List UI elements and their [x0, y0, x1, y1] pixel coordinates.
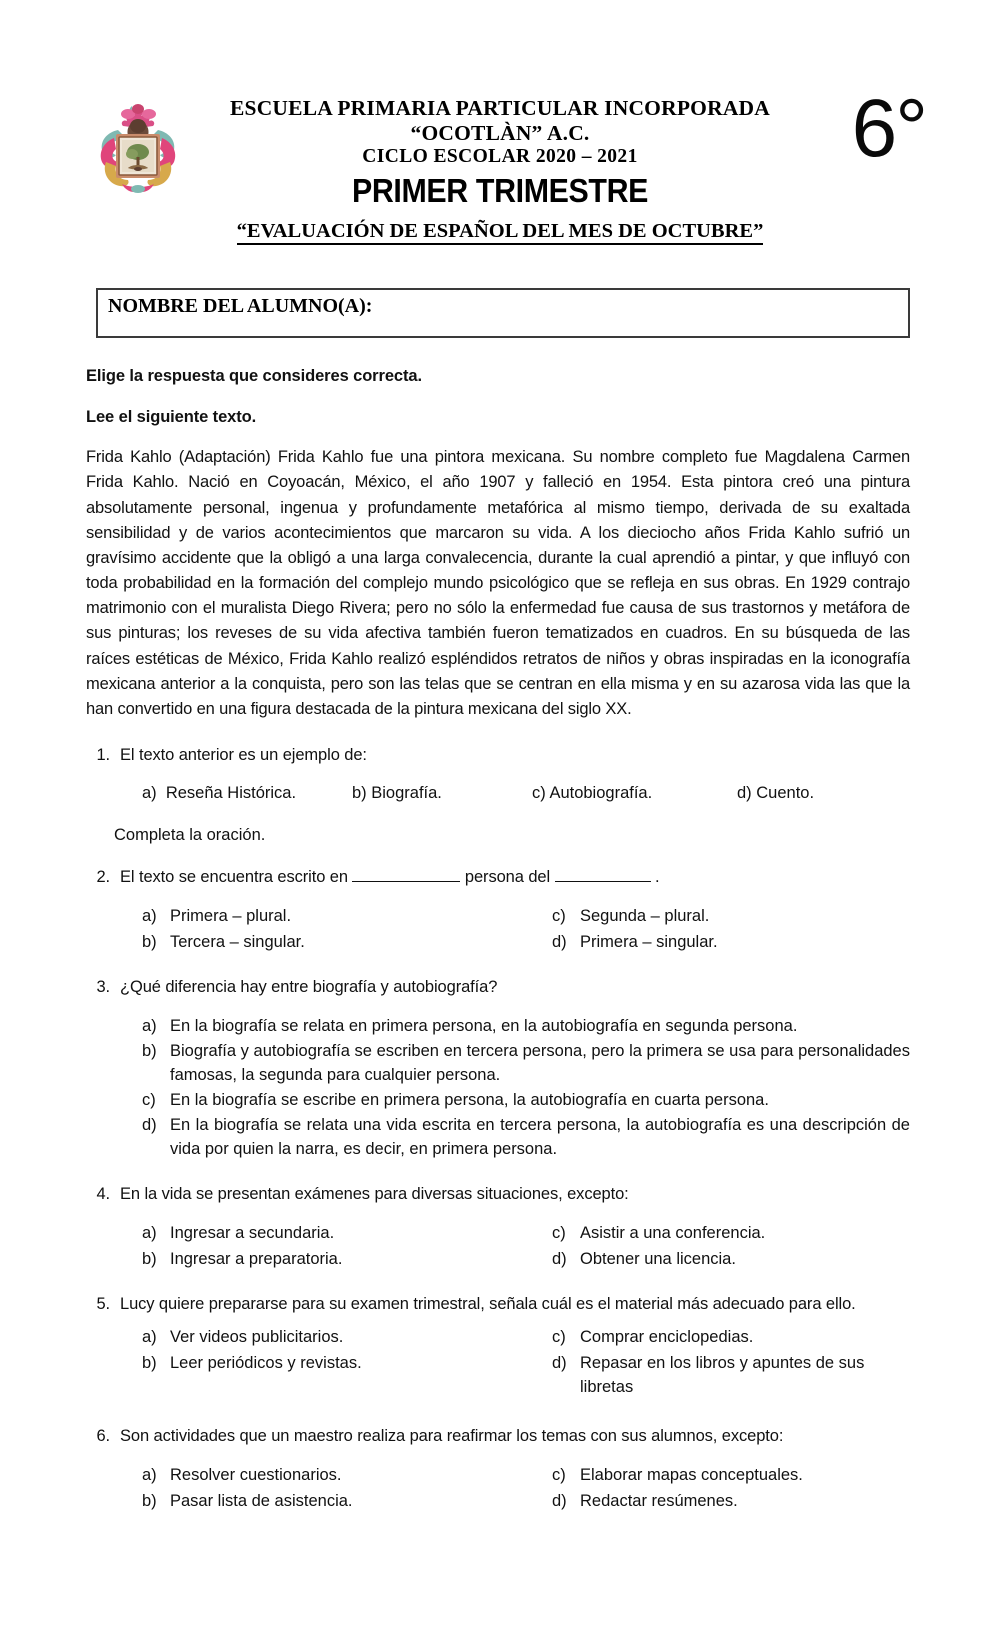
- question-4-option-c[interactable]: [552, 1221, 910, 1245]
- question-6-stem: [86, 1425, 910, 1449]
- question-3-stem: [86, 976, 910, 1000]
- question-1-option-b[interactable]: [352, 782, 532, 806]
- option-text: Ver videos publicitarios.: [170, 1328, 344, 1347]
- instruction-choose-correct: Elige la respuesta que consideres correcta.: [86, 367, 422, 385]
- question-3-options: [86, 1014, 910, 1161]
- question-6-number: 6.: [96, 1427, 110, 1446]
- option-text: En la biografía se relata una vida escrita en tercera persona, la autobiografía es una descripción de vida por quien la narra, es decir, en primera persona.: [170, 1116, 910, 1159]
- question-6: [86, 1425, 910, 1513]
- question-3-number: 3.: [96, 977, 110, 996]
- question-2-blank-2[interactable]: [555, 881, 651, 882]
- question-6-option-c[interactable]: [552, 1463, 910, 1487]
- option-text: Redactar resúmenes.: [580, 1492, 738, 1511]
- question-3-option-d[interactable]: [142, 1113, 910, 1161]
- question-2-option-a[interactable]: [142, 904, 552, 928]
- option-letter: d): [737, 783, 752, 802]
- question-5-options: [86, 1325, 910, 1399]
- option-letter: a): [142, 1328, 157, 1347]
- question-5-text: Lucy quiere prepararse para su examen trimestral, señala cuál es el material más adecuado para ello.: [120, 1295, 856, 1314]
- question-5-option-d[interactable]: [552, 1351, 910, 1399]
- question-2-blank-1[interactable]: [352, 881, 460, 882]
- option-letter: b): [142, 1492, 157, 1511]
- question-4-text: En la vida se presentan exámenes para diversas situaciones, excepto:: [120, 1185, 629, 1204]
- reading-passage: Frida Kahlo (Adaptación) Frida Kahlo fue una pintora mexicana. Su nombre completo fue Magdalena Carmen Frida Kahlo. Nació en Coyoacán, México, el año 1907 y falleció en 1954. Esta pintora creó una pintura absolutamente personal, ingenua y profundamente metafórica al mismo tiempo, derivada de su exaltada sensibilidad y de varios acontecimientos que marcaron su vida. A los dieciocho años Frida Kahlo sufrió un gravísimo accidente que la obligó a una larga convalecencia, durante la cual aprendió a pintar, y que influyó con toda probabilidad en la formación del complejo mundo psicológico que se refleja en sus obras. En 1929 contrajo matrimonio con el muralista Diego Rivera; pero no sólo la enfermedad fue causa de sus trastornos y metáfora de sus pinturas; los reveses de su vida afectiva también fueron tematizados en cuadros. En su búsqueda de las raíces estéticas de México, Frida Kahlo realizó espléndidos retratos de niños y obras inspiradas en la iconografía mexicana anterior a la conquista, pero son las telas que se centran en ella misma y en su azarosa vida las que la han convertido en una figura destacada de la pintura mexicana del siglo XX.: [86, 448, 910, 718]
- option-text: Comprar enciclopedias.: [580, 1328, 754, 1347]
- option-text: Resolver cuestionarios.: [170, 1466, 342, 1485]
- question-2-text-part-2: persona del: [464, 867, 551, 886]
- option-letter: b): [142, 1250, 157, 1269]
- question-3-option-c[interactable]: [142, 1088, 910, 1112]
- question-4-options: [86, 1221, 910, 1271]
- question-2-number: 2.: [96, 867, 110, 886]
- question-1: [86, 744, 910, 806]
- instruction-read-text: Lee el siguiente texto.: [86, 407, 257, 426]
- question-2-options: [86, 904, 910, 954]
- question-3-text: ¿Qué diferencia hay entre biografía y autobiografía?: [120, 977, 498, 996]
- option-letter: d): [552, 1492, 567, 1511]
- option-text: Repasar en los libros y apuntes de sus libretas: [580, 1354, 865, 1397]
- option-text: Primera – singular.: [580, 932, 718, 951]
- option-letter: a): [142, 1016, 157, 1035]
- option-text: Ingresar a secundaria.: [170, 1224, 335, 1243]
- question-1-option-a[interactable]: [142, 782, 352, 806]
- question-4-stem: [86, 1183, 910, 1207]
- option-text: Pasar lista de asistencia.: [170, 1492, 353, 1511]
- question-3: [86, 976, 910, 1161]
- question-5: [86, 1293, 910, 1399]
- question-2: [86, 866, 910, 954]
- option-letter: c): [552, 1328, 566, 1347]
- option-text: Reseña Histórica.: [165, 783, 297, 802]
- question-5-option-c[interactable]: [552, 1325, 910, 1349]
- school-name-line-1: ESCUELA PRIMARIA PARTICULAR INCORPORADA: [230, 96, 770, 120]
- option-letter: c): [552, 1224, 566, 1243]
- grade-badge: 6°: [851, 83, 926, 174]
- school-cycle-line: CICLO ESCOLAR 2020 – 2021: [362, 145, 638, 167]
- option-text: Biografía.: [371, 783, 442, 802]
- option-text: Segunda – plural.: [580, 906, 710, 925]
- school-name-line-2: “OCOTLÀN” A.C.: [410, 120, 590, 145]
- option-letter: b): [142, 1354, 157, 1373]
- question-4-option-d[interactable]: [552, 1247, 910, 1271]
- student-name-label: NOMBRE DEL ALUMNO(A):: [108, 295, 373, 317]
- option-text: Elaborar mapas conceptuales.: [580, 1466, 803, 1485]
- option-letter: d): [552, 1250, 567, 1269]
- question-3-option-a[interactable]: [142, 1014, 910, 1038]
- option-letter: c): [532, 783, 546, 802]
- option-letter: b): [352, 783, 367, 802]
- evaluation-title-text: “EVALUACIÓN DE ESPAÑOL DEL MES DE OCTUBRE”: [237, 220, 764, 245]
- option-text: Tercera – singular.: [170, 932, 305, 951]
- question-6-option-b[interactable]: [142, 1489, 552, 1513]
- question-1-options: [86, 782, 910, 806]
- exam-content: [86, 366, 910, 1526]
- question-2-text-part-3: .: [655, 867, 660, 886]
- trimester-title: PRIMER TRIMESTRE: [351, 172, 649, 210]
- question-4-option-a[interactable]: [142, 1221, 552, 1245]
- question-5-number: 5.: [96, 1295, 110, 1314]
- option-letter: a): [142, 1466, 157, 1485]
- evaluation-title: [0, 220, 1000, 243]
- question-3-option-b[interactable]: [142, 1039, 910, 1087]
- option-letter: b): [142, 1041, 157, 1060]
- question-2-option-d[interactable]: [552, 930, 910, 954]
- option-letter: c): [142, 1090, 156, 1109]
- student-name-box[interactable]: [96, 288, 910, 338]
- question-1-option-c[interactable]: [532, 782, 737, 806]
- question-2-text: [120, 866, 910, 890]
- question-5-option-a[interactable]: [142, 1325, 552, 1349]
- question-1-option-d[interactable]: [737, 782, 910, 806]
- question-4: [86, 1183, 910, 1271]
- option-letter: a): [142, 1224, 157, 1243]
- question-6-options: [86, 1463, 910, 1513]
- option-letter: a): [142, 783, 157, 802]
- question-6-option-a[interactable]: [142, 1463, 552, 1487]
- option-letter: d): [552, 932, 567, 951]
- option-text: En la biografía se relata en primera persona, en la autobiografía en segunda persona.: [170, 1016, 798, 1035]
- question-1-text: El texto anterior es un ejemplo de:: [120, 745, 367, 764]
- option-letter: b): [142, 932, 157, 951]
- option-text: Leer periódicos y revistas.: [170, 1354, 362, 1373]
- question-5-stem: [86, 1293, 910, 1317]
- question-2-stem: [86, 866, 910, 890]
- question-6-text: Son actividades que un maestro realiza para reafirmar los temas con sus alumnos, excepto:: [120, 1427, 784, 1446]
- option-text: Primera – plural.: [170, 906, 292, 925]
- option-letter: d): [142, 1116, 157, 1135]
- question-5-option-b[interactable]: [142, 1351, 552, 1399]
- option-text: En la biografía se escribe en primera persona, la autobiografía en cuarta persona.: [170, 1090, 769, 1109]
- option-text: Obtener una licencia.: [580, 1250, 736, 1269]
- option-text: Ingresar a preparatoria.: [170, 1250, 343, 1269]
- instruction-complete-sentence: Completa la oración.: [114, 825, 266, 844]
- option-letter: c): [552, 1466, 566, 1485]
- question-2-option-b[interactable]: [142, 930, 552, 954]
- question-1-stem: [86, 744, 910, 768]
- option-letter: c): [552, 906, 566, 925]
- option-letter: a): [142, 906, 157, 925]
- page-header: [0, 0, 1000, 210]
- option-text: Biografía y autobiografía se escriben en tercera persona, pero la primera se usa para personalidades famosas, la segunda para cualquier persona.: [170, 1041, 910, 1084]
- option-text: Autobiografía.: [549, 783, 653, 802]
- question-6-option-d[interactable]: [552, 1489, 910, 1513]
- question-1-number: 1.: [96, 745, 110, 764]
- option-text: Cuento.: [756, 783, 815, 802]
- question-2-option-c[interactable]: [552, 904, 910, 928]
- option-letter: d): [552, 1354, 567, 1373]
- question-4-option-b[interactable]: [142, 1247, 552, 1271]
- option-text: Asistir a una conferencia.: [580, 1224, 766, 1243]
- question-4-number: 4.: [96, 1185, 110, 1204]
- question-2-text-part-1: El texto se encuentra escrito en: [120, 867, 348, 886]
